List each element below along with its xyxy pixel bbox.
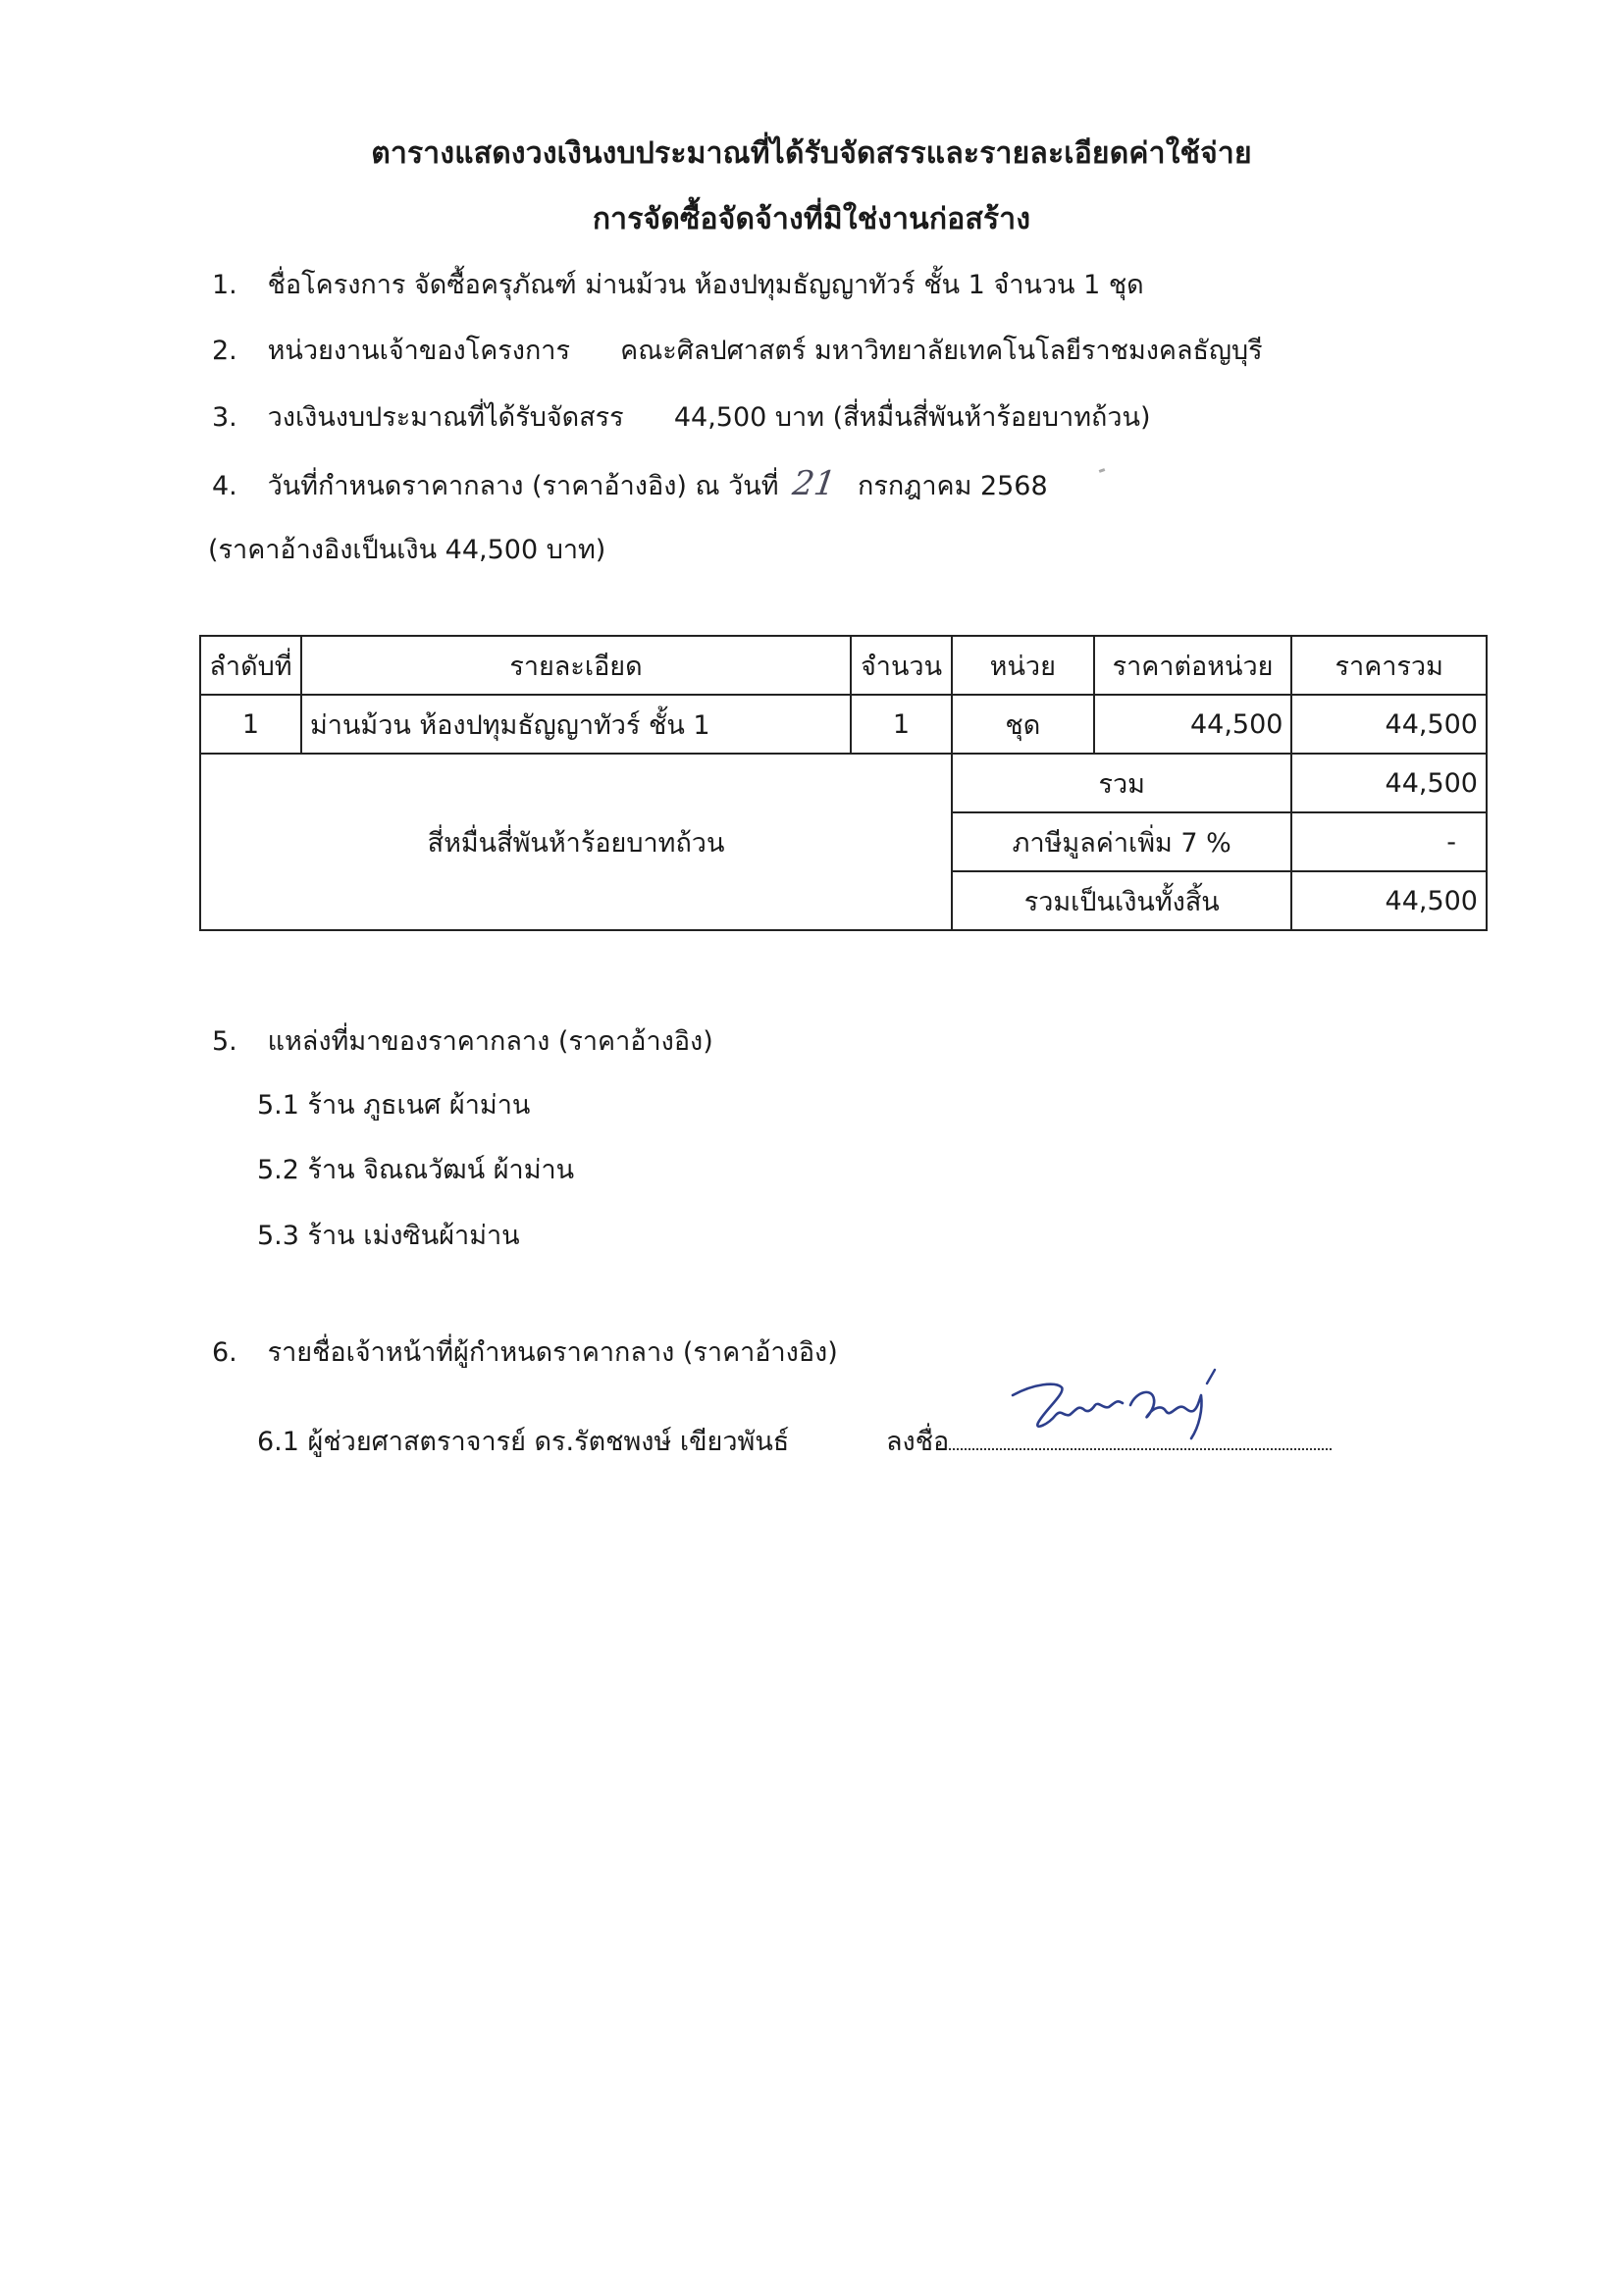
handwritten-day: 21 xyxy=(790,464,839,503)
grand-total-label: รวมเป็นเงินทั้งสิ้น xyxy=(952,871,1291,930)
item-5 xyxy=(212,1019,713,1062)
title-line-2: การจัดซื้อจัดจ้างที่มิใช่งานก่อสร้าง xyxy=(592,202,1031,236)
handwritten-signature xyxy=(1005,1366,1240,1444)
item-1 xyxy=(212,263,1144,305)
sign-label: ลงชื่อ xyxy=(886,1427,950,1457)
item-3-number: 3. xyxy=(212,402,237,433)
item-4-sub: (ราคาอ้างอิงเป็นเงิน 44,500 บาท) xyxy=(208,535,606,565)
item-3-label: วงเงินงบประมาณที่ได้รับจัดสรร xyxy=(267,402,624,433)
sum-label: รวม xyxy=(952,754,1291,812)
source-item: 5.1 ร้าน ภูธเนศ ผ้าม่าน xyxy=(257,1090,531,1121)
cell-detail: ม่านม้วน ห้องปทุมธัญญาทัวร์ ชั้น 1 xyxy=(301,695,851,754)
item-6 xyxy=(212,1331,838,1373)
header-quantity: จำนวน xyxy=(851,636,952,695)
vat-label: ภาษีมูลค่าเพิ่ม 7 % xyxy=(952,812,1291,871)
item-3 xyxy=(212,395,1151,438)
scan-mark xyxy=(1099,468,1106,473)
sum-value: 44,500 xyxy=(1291,754,1487,812)
title-line-1: ตารางแสดงวงเงินงบประมาณที่ได้รับจัดสรรและรายละเอียดค่าใช้จ่าย xyxy=(371,136,1252,171)
cell-quantity: 1 xyxy=(851,695,952,754)
item-2-number: 2. xyxy=(212,336,237,366)
item-1-number: 1. xyxy=(212,270,237,300)
item-3-value: 44,500 บาท (สี่หมื่นสี่พันห้าร้อยบาทถ้วน) xyxy=(673,402,1151,433)
source-item: 5.2 ร้าน จิณณวัฒน์ ผ้าม่าน xyxy=(257,1155,575,1185)
cell-unit-price: 44,500 xyxy=(1094,695,1292,754)
budget-table xyxy=(199,635,1488,931)
summary-row-sum xyxy=(200,754,1487,812)
item-4-number: 4. xyxy=(212,471,237,501)
cell-total-price: 44,500 xyxy=(1291,695,1487,754)
item-5-number: 5. xyxy=(212,1026,237,1057)
header-unit: หน่วย xyxy=(952,636,1094,695)
item-4-month-year: กรกฎาคม 2568 xyxy=(858,471,1048,501)
cell-order: 1 xyxy=(200,695,301,754)
item-4-text: วันที่กำหนดราคากลาง (ราคาอ้างอิง) ณ วันที่ xyxy=(267,471,779,501)
cell-unit: ชุด xyxy=(952,695,1094,754)
item-4 xyxy=(212,464,1048,506)
header-detail: รายละเอียด xyxy=(301,636,851,695)
vat-value: - xyxy=(1291,812,1487,871)
item-2-label: หน่วยงานเจ้าของโครงการ xyxy=(267,336,570,366)
amount-in-words: สี่หมื่นสี่พันห้าร้อยบาทถ้วน xyxy=(200,754,952,930)
header-total-price: ราคารวม xyxy=(1291,636,1487,695)
item-1-text: ชื่อโครงการ จัดซื้อครุภัณฑ์ ม่านม้วน ห้องปทุมธัญญาทัวร์ ชั้น 1 จำนวน 1 ชุด xyxy=(267,270,1144,300)
item-5-text: แหล่งที่มาของราคากลาง (ราคาอ้างอิง) xyxy=(267,1026,713,1057)
item-6-text: รายชื่อเจ้าหน้าที่ผู้กำหนดราคากลาง (ราคาอ้างอิง) xyxy=(267,1337,838,1368)
header-unit-price: ราคาต่อหน่วย xyxy=(1094,636,1292,695)
officer-name: 6.1 ผู้ช่วยศาสตราจารย์ ดร.รัตชพงษ์ เขียวพันธ์ xyxy=(257,1427,790,1457)
item-2-value: คณะศิลปศาสตร์ มหาวิทยาลัยเทคโนโลยีราชมงคลธัญบุรี xyxy=(620,336,1263,366)
item-6-number: 6. xyxy=(212,1337,237,1368)
header-order: ลำดับที่ xyxy=(200,636,301,695)
table-header-row xyxy=(200,636,1487,695)
grand-total-value: 44,500 xyxy=(1291,871,1487,930)
source-item: 5.3 ร้าน เม่งซินผ้าม่าน xyxy=(257,1221,520,1251)
item-2 xyxy=(212,329,1263,371)
table-row xyxy=(200,695,1487,754)
